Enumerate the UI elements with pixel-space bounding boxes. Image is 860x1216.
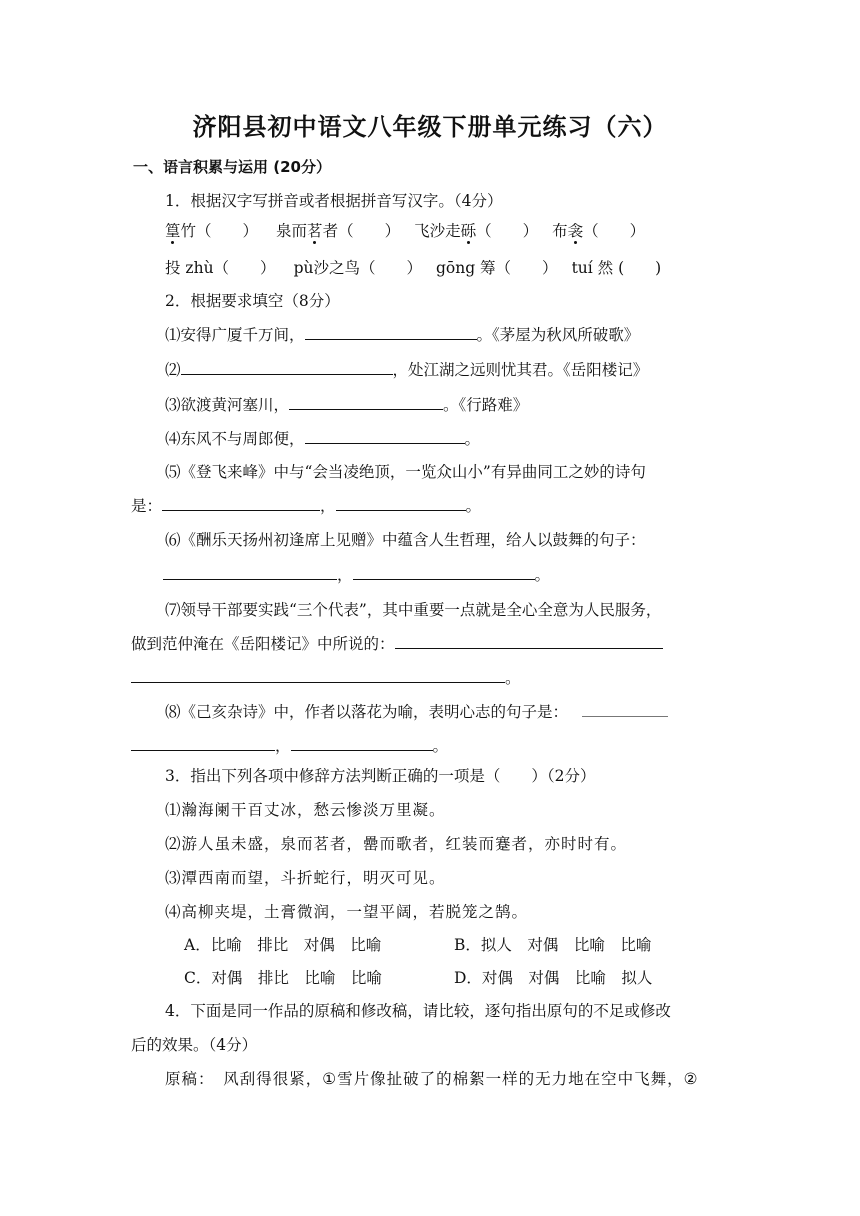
answer-blank[interactable]	[289, 394, 443, 410]
q2-item-7-line3: 。	[131, 666, 521, 690]
q2-item-4: ⑷东风不与周郎便， 。	[165, 430, 481, 448]
q2-item-8-line2: ， 。	[131, 734, 448, 758]
q2-item-6-line1: ⑹《酬乐天扬州初逢席上见赠》中蕴含人生哲理，给人以鼓舞的句子：	[165, 531, 646, 549]
answer-blank[interactable]	[353, 564, 535, 580]
q4-stem-line1: 4．下面是同一作品的原稿和修改稿，请比较，逐句指出原句的不足或修改	[165, 1002, 671, 1020]
q2-item-7-line2: 做到范仲淹在《岳阳楼记》中所说的：	[131, 632, 663, 656]
answer-blank[interactable]	[291, 735, 433, 751]
answer-blank[interactable]	[163, 564, 337, 580]
q1-row-pinyin	[165, 256, 661, 280]
q1-item-1: 篁竹（ ）	[165, 222, 259, 240]
answer-blank[interactable]	[181, 359, 393, 375]
q2-item-7-line1: ⑺领导干部要实践“三个代表”，其中重要一点就是全心全意为人民服务，	[165, 601, 662, 619]
q1-pinyin-1: 投 zhù（ ）	[165, 259, 276, 277]
q1-item-2: 泉而茗者（ ）	[276, 222, 401, 240]
q2-item-5-line2: 是： ， 。	[131, 497, 482, 515]
q3-item-2: ⑵游人虽未盛，泉而茗者，罍而歌者，红装而蹇者，亦时时有。	[165, 835, 628, 853]
answer-blank[interactable]	[131, 667, 505, 683]
emphasis-dot: 茗	[307, 222, 323, 240]
q2-item-5-line1: ⑸《登飞来峰》中与“会当凌绝顶，一览众山小”有异曲同工之妙的诗句	[165, 463, 646, 481]
emphasis-dot: 篁	[165, 222, 181, 240]
answer-blank[interactable]	[162, 495, 320, 511]
q1-stem: 1．根据汉字写拼音或者根据拼音写汉字。（4分）	[165, 192, 503, 210]
option-d[interactable]: D．对偶 对偶 比喻 拟人	[454, 969, 653, 987]
answer-blank[interactable]	[305, 324, 477, 340]
answer-blank[interactable]	[305, 428, 465, 444]
q1-row-hanzi	[165, 219, 645, 243]
option-b[interactable]: B．拟人 对偶 比喻 比喻	[454, 936, 652, 954]
q1-pinyin-2: pù沙之鸟（ ）	[293, 259, 422, 277]
q1-item-4: 布衾（ ）	[552, 222, 646, 240]
q4-original-draft: 原稿： 风刮得很紧，①雪片像扯破了的棉絮一样的无力地在空中飞舞，②	[165, 1070, 699, 1088]
q3-item-1: ⑴瀚海阑干百丈冰，愁云惨淡万里凝。	[165, 801, 446, 819]
answer-blank[interactable]	[395, 633, 663, 649]
option-c[interactable]: C．对偶 排比 比喻 比喻	[184, 969, 382, 987]
option-a[interactable]: A．比喻 排比 对偶 比喻	[184, 936, 382, 954]
page-title: 济阳县初中语文八年级下册单元练习（六）	[192, 113, 668, 141]
answer-blank[interactable]	[336, 495, 466, 511]
q2-item-3: ⑶欲渡黄河塞川， 。《行路难》	[165, 396, 529, 414]
q3-options-row1	[184, 933, 651, 957]
q2-stem: 2．根据要求填空（8分）	[165, 292, 340, 310]
q3-options-row2	[184, 966, 652, 990]
emphasis-dot: 砾	[460, 222, 477, 240]
q1-pinyin-3: gōng 筹（ ）	[435, 259, 558, 277]
q2-item-2: ⑵ ，处江湖之远则忧其君。《岳阳楼记》	[165, 361, 649, 379]
q2-item-6-line2: ， 。	[163, 563, 550, 587]
section-heading: 一、语言积累与运用 (20分）	[133, 158, 331, 176]
q1-item-3: 飞沙走砾（ ）	[414, 222, 539, 240]
q4-stem-line2: 后的效果。（4分）	[131, 1036, 258, 1054]
q3-item-4: ⑷高柳夹堤，土膏微润，一望平阔，若脱笼之鹄。	[165, 903, 529, 921]
q1-pinyin-4: tuí 然 ( )	[571, 259, 662, 277]
q2-item-8-line1: ⑻《己亥杂诗》中，作者以落花为喻，表明心志的句子是：	[165, 700, 668, 724]
q2-item-1: ⑴安得广厦千万间， 。《茅屋为秋风所破歌》	[165, 326, 640, 344]
emphasis-dot: 衾	[567, 222, 584, 240]
q3-item-3: ⑶潭西南而望，斗折蛇行，明灭可见。	[165, 869, 446, 887]
answer-blank[interactable]	[131, 735, 275, 751]
q3-stem: 3．指出下列各项中修辞方法判断正确的一项是（ ）（2分）	[165, 767, 596, 785]
answer-blank[interactable]	[582, 701, 668, 717]
